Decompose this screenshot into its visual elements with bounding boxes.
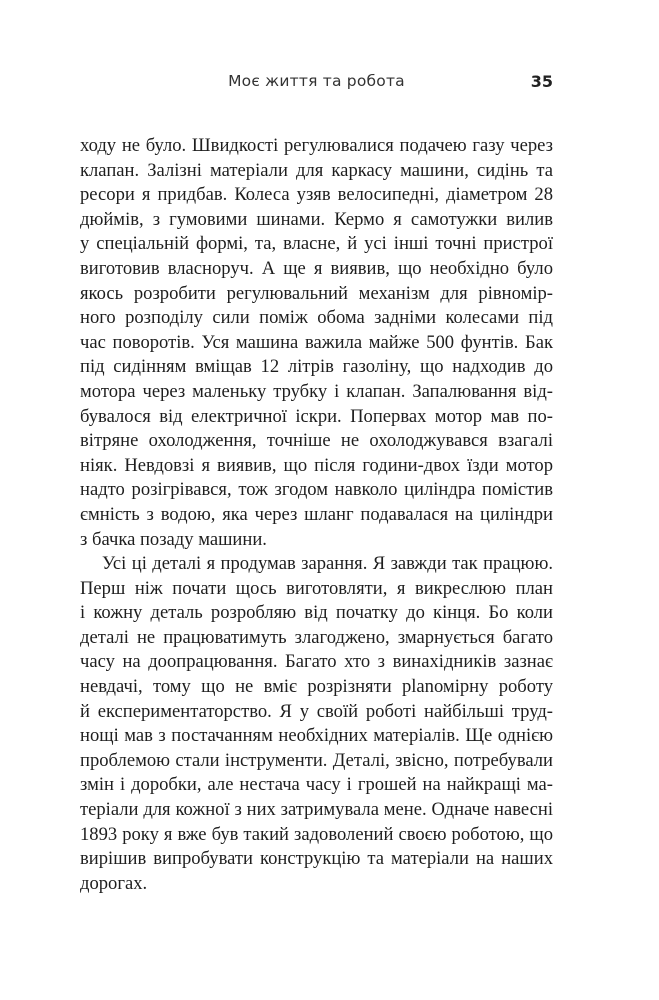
text-line: ніяк. Невдовзі я виявив, що після години-двох їзди мотор (80, 454, 553, 476)
text-line: виготовив власноруч. А ще я виявив, що необхідно було (80, 257, 553, 279)
text-line: надто розігрівався, тож згодом навколо циліндра помістив (80, 479, 553, 501)
body-text (80, 134, 553, 896)
paragraph (80, 134, 553, 552)
text-line: під сидінням вміщав 12 літрів газоліну, що надходив до (80, 356, 553, 378)
text-line: Усі ці деталі я продумав зарання. Я завжди так працюю. (102, 553, 553, 575)
page-header (80, 72, 553, 96)
text-line: Перш ніж почати щось виготовляти, я викреслюю план (80, 577, 553, 599)
text-line: 1893 року я вже був такий задоволений своєю роботою, що (80, 823, 553, 845)
text-line: вітряне охолодження, точніше не охолоджувався взагалі (80, 430, 553, 452)
paragraph (80, 552, 553, 896)
text-line: якось розробити регулювальний механізм для рівномір- (80, 282, 553, 304)
text-line: теріали для кожної з них затримувала мене. Одначе навесні (80, 799, 553, 821)
text-line: ного розподілу сили поміж обома задніми колесами під (80, 307, 553, 329)
text-line: змін і доробки, але нестача часу і грошей на найкращі ма- (80, 774, 553, 796)
text-line: й експериментаторство. Я у своїй роботі найбільші труд- (80, 700, 553, 722)
text-line: і кожну деталь розробляю від початку до кінця. Бо коли (80, 602, 553, 624)
running-title: Моє життя та робота (228, 72, 405, 90)
text-line: дорогах. (80, 872, 148, 894)
text-line: з бачка позаду машини. (80, 528, 267, 550)
text-line: часу на доопрацювання. Багато хто з винахідників зазнає (80, 651, 553, 673)
text-line: бувалося від електричної іскри. Попервах мотор мав по- (80, 405, 553, 427)
text-line: час поворотів. Уся машина важила майже 500 фунтів. Бак (80, 331, 553, 353)
text-line: у спеціальній формі, та, власне, й усі інші точні пристрої (80, 233, 553, 255)
text-line: дюймів, з гумовими шинами. Кермо я самотужки вилив (80, 208, 553, 230)
text-line: клапан. Залізні матеріали для каркасу машини, сидінь та (80, 159, 553, 181)
text-line: вирішив випробувати конструкцію та матеріали на наших (80, 848, 553, 870)
page-number: 35 (530, 72, 553, 91)
text-line: ресори я придбав. Колеса узяв велосипедні, діаметром 28 (80, 184, 553, 206)
text-line: ємність з водою, яка через шланг подавалася на циліндри (80, 503, 553, 525)
text-line: ходу не було. Швидкості регулювалися подачею газу через (80, 135, 553, 156)
text-line: мотора через маленьку трубку і клапан. Запалювання від- (80, 380, 553, 402)
text-line: невдачі, тому що не вміє розрізняти planомірну роботу (80, 676, 553, 698)
text-line: проблемою стали інструменти. Деталі, звісно, потребували (80, 749, 553, 771)
text-line: нощі мав з постачанням необхідних матеріалів. Ще однією (80, 725, 553, 747)
text-line: деталі не працюватимуть злагоджено, змарнується багато (80, 626, 553, 648)
